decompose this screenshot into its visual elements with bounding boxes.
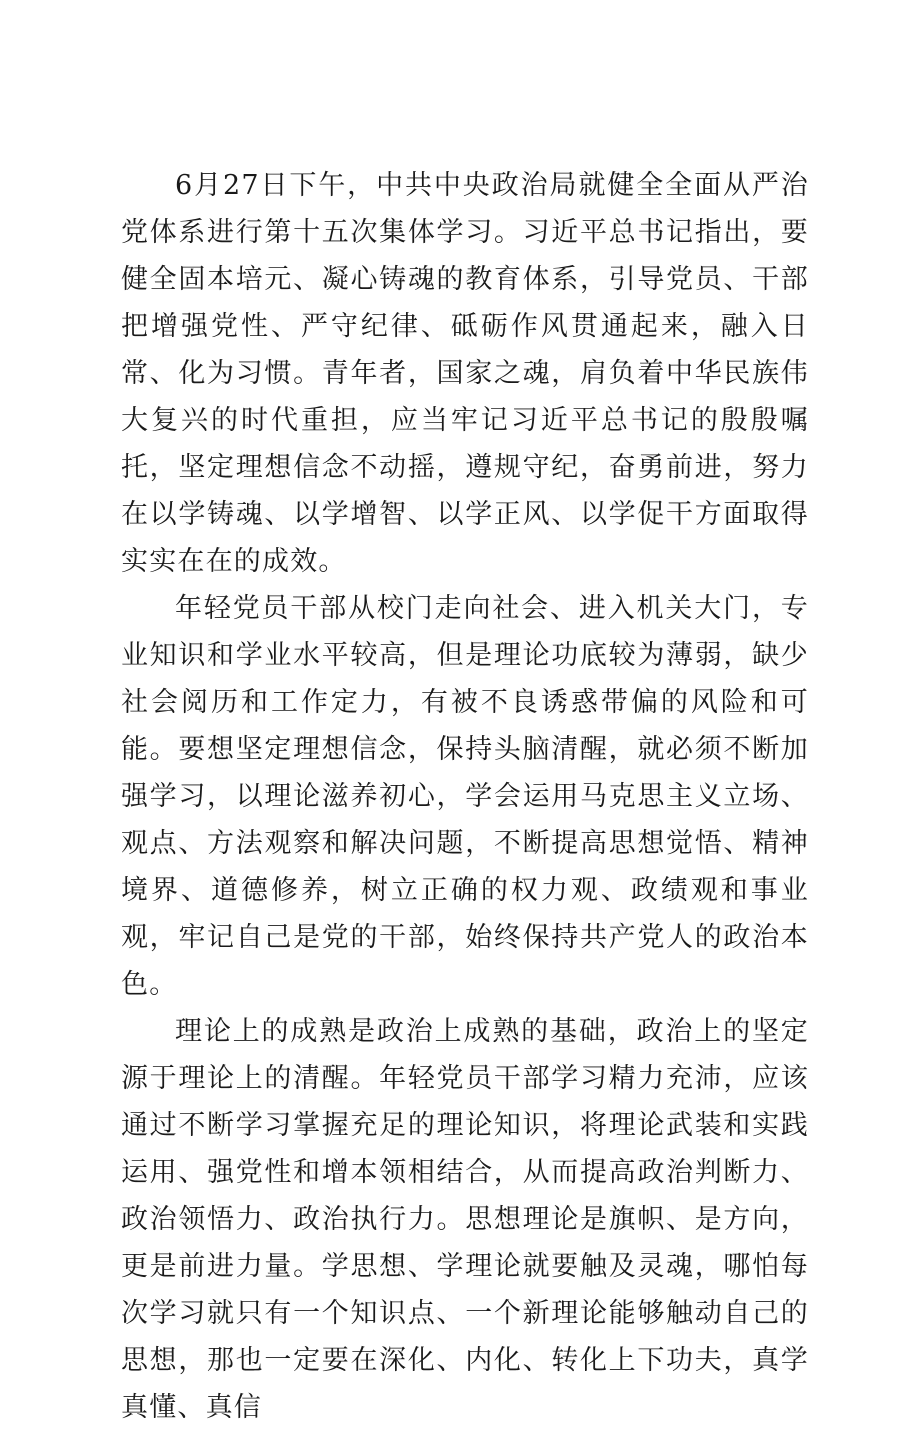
paragraph-1: 6月27日下午，中共中央政治局就健全全面从严治党体系进行第十五次集体学习。习近平总书记指出，要健全固本培元、凝心铸魂的教育体系，引导党员、干部把增强党性、严守纪律、砥砺作风贯通起来，融入日常、化为习惯。青年者，国家之魂，肩负着中华民族伟大复兴的时代重担，应当牢记习近平总书记的殷殷嘱托，坚定理想信念不动摇，遵规守纪，奋勇前进，努力在以学铸魂、以学增智、以学正风、以学促干方面取得实实在在的成效。 [121, 170, 809, 577]
article-body [121, 162, 809, 1431]
paragraph-3: 理论上的成熟是政治上成熟的基础，政治上的坚定源于理论上的清醒。年轻党员干部学习精力充沛，应该通过不断学习掌握充足的理论知识，将理论武装和实践运用、强党性和增本领相结合，从而提高政治判断力、政治领悟力、政治执行力。思想理论是旗帜、是方向，更是前进力量。学思想、学理论就要触及灵魂，哪怕每次学习就只有一个知识点、一个新理论能够触动自己的思想，那也一定要在深化、内化、转化上下功夫，真学真懂、真信 [121, 1016, 809, 1423]
paragraph-2: 年轻党员干部从校门走向社会、进入机关大门，专业知识和学业水平较高，但是理论功底较为薄弱，缺少社会阅历和工作定力，有被不良诱惑带偏的风险和可能。要想坚定理想信念，保持头脑清醒，就必须不断加强学习，以理论滋养初心，学会运用马克思主义立场、观点、方法观察和解决问题，不断提高思想觉悟、精神境界、道德修养，树立正确的权力观、政绩观和事业观，牢记自己是党的干部，始终保持共产党人的政治本色。 [121, 593, 809, 1000]
